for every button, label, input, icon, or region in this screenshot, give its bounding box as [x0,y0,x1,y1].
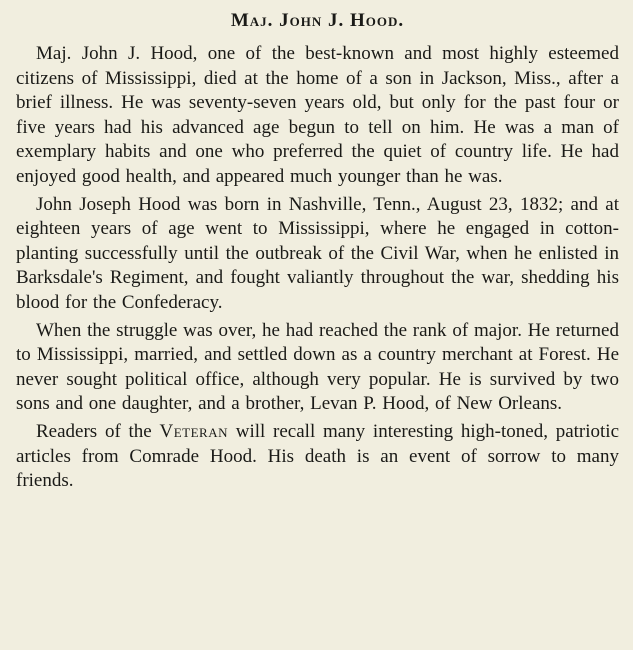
paragraph-4 [16,420,619,494]
paragraph-1: Maj. John J. Hood, one of the best-known and most highly esteemed citizens of Mississippi, died at the home of a son in Jackson, Miss., after a brief illness. He was seventy-seven years old, but only for the past four or five years had his advanced age begun to tell on him. He was a man of exemplary habits and one who preferred the quiet of country life. He had enjoyed good health, and appeared much younger than he was. [16,43,619,187]
article-title: Maj. John J. Hood. [230,10,405,31]
paragraph-3: When the struggle was over, he had reached the rank of major. He returned to Mississippi, married, and settled down as a country merchant at Forest. He never sought political office, although very popular. He is survived by two sons and one daughter, and a brother, Levan P. Hood, of New Orleans. [16,319,619,415]
veteran-reference: Veteran [159,420,228,442]
paragraph-4-lead: Readers of the [36,420,160,442]
paragraph-2: John Joseph Hood was born in Nashville, Tenn., August 23, 1832; and at eighteen years of age went to Mississippi, where he engaged in cotton-planting successfully until the outbreak of the Civil War, when he enlisted in Barksdale's Regiment, and fought valiantly throughout the war, shedding his blood for the Confederacy. [16,193,619,313]
paragraph-4-tail: will recall many interesting high-toned, patriotic articles from Comrade Hood. His death is an event of sorrow to many friends. [16,420,619,492]
